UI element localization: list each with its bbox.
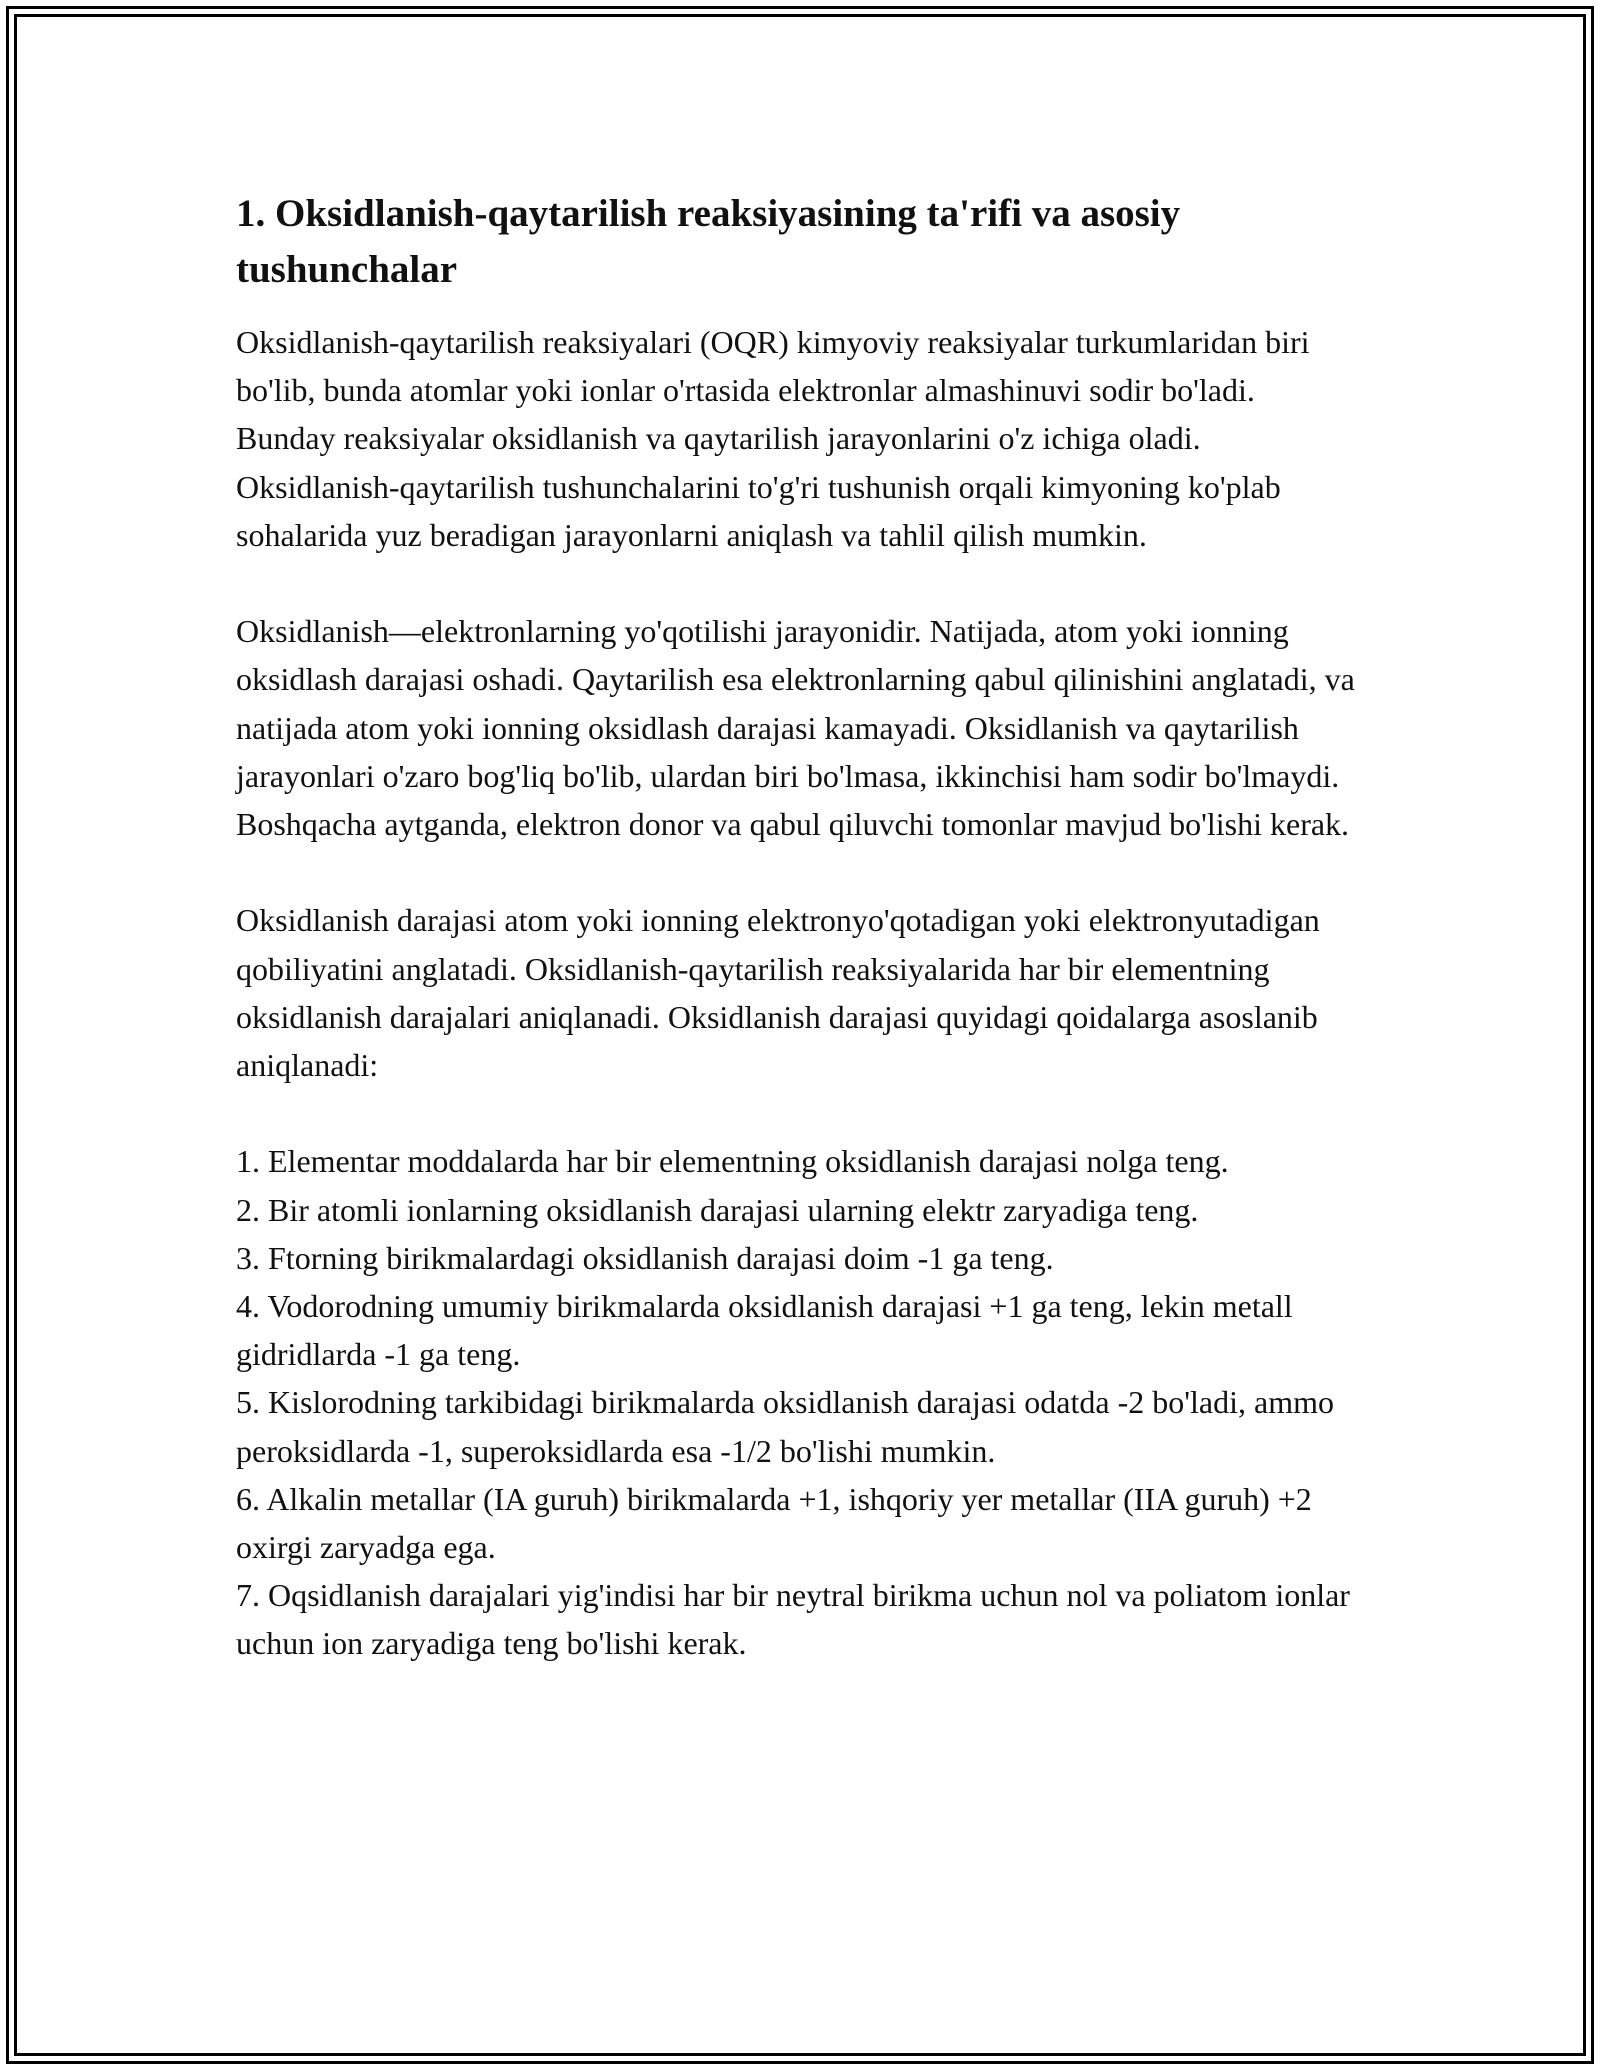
paragraph-oxidation-reduction: Oksidlanish—elektronlarning yo'qotilishi jarayonidir. Natijada, atom yoki ionning oksidlash darajasi oshadi. Qaytarilish esa elektronlarning qabul qilinishini anglatadi, va natijada atom yoki ionning oksidlash darajasi kamayadi. Oksidlanish va qaytarilish jarayonlari o'zaro bog'liq bo'lib, ulardan biri bo'lmasa, ikkinchisi ham sodir bo'lmaydi. Boshqacha aytganda, elektron donor va qabul qiluvchi tomonlar mavjud bo'lishi kerak. bbox=[236, 613, 1355, 843]
paragraph-oxidation-state: Oksidlanish darajasi atom yoki ionning elektronyo'qotadigan yoki elektronyutadigan qobiliyatini anglatadi. Oksidlanish-qaytarilish reaksiyalarida har bir elementning oksidlanish darajalari aniqlanadi. Oksidlanish darajasi quyidagi qoidalarga asoslanib aniqlanadi: bbox=[236, 902, 1320, 1084]
document-body bbox=[236, 186, 1356, 1668]
paragraph-gap bbox=[236, 848, 1356, 896]
rules-list bbox=[236, 1137, 1356, 1667]
list-item: 4. Vodorodning umumiy birikmalarda oksidlanish darajasi +1 ga teng, lekin metall gidridlarda -1 ga teng. bbox=[236, 1288, 1293, 1373]
section-heading: 1. Oksidlanish-qaytarilish reaksiyasining ta'rifi va asosiy tushunchalar bbox=[236, 192, 1181, 291]
list-item: 5. Kislorodning tarkibidagi birikmalarda oksidlanish darajasi odatda -2 bo'ladi, ammo peroksidlarda -1, superoksidlarda esa -1/2 bo'lishi mumkin. bbox=[236, 1384, 1334, 1469]
paragraph-gap bbox=[236, 1089, 1356, 1137]
list-item: 3. Ftorning birikmalardagi oksidlanish darajasi doim -1 ga teng. bbox=[236, 1239, 1054, 1276]
list-item: 7. Oqsidlanish darajalari yig'indisi har bir neytral birikma uchun nol va poliatom ionlar uchun ion zaryadiga teng bo'lishi kerak. bbox=[236, 1577, 1350, 1662]
list-item: 6. Alkalin metallar (IA guruh) birikmalarda +1, ishqoriy yer metallar (IIA guruh) +2 oxirgi zaryadga ega. bbox=[236, 1480, 1312, 1566]
paragraph-gap bbox=[236, 559, 1356, 607]
list-item: 1. Elementar moddalarda har bir elementning oksidlanish darajasi nolga teng. bbox=[236, 1143, 1229, 1180]
list-item: 2. Bir atomli ionlarning oksidlanish darajasi ularning elektr zaryadiga teng. bbox=[236, 1191, 1199, 1228]
paragraph-definition: Oksidlanish-qaytarilish reaksiyalari (OQR) kimyoviy reaksiyalar turkumlaridan biri bo'lib, bunda atomlar yoki ionlar o'rtasida elektronlar almashinuvi sodir bo'ladi. Bunday reaksiyalar oksidlanish va qaytarilish jarayonlarini o'z ichiga oladi. Oksidlanish-qaytarilish tushunchalarini to'g'ri tushunish orqali kimyoning ko'plab sohalarida yuz beradigan jarayonlarni aniqlash va tahlil qilish mumkin. bbox=[236, 324, 1310, 553]
